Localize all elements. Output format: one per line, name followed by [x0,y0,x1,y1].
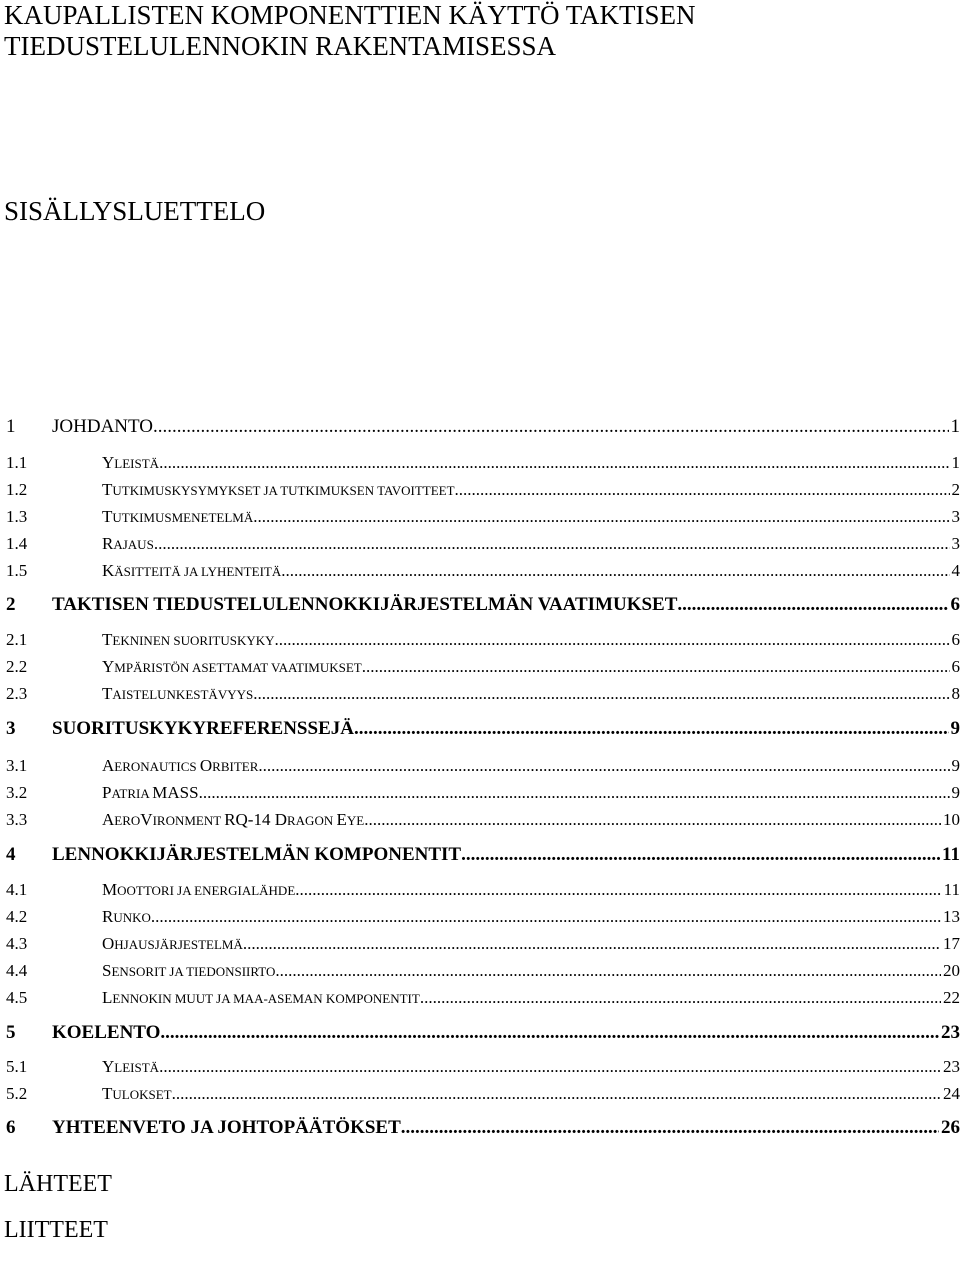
toc-entry[interactable] [0,1117,960,1141]
toc-entry-number: 1.2 [6,480,28,499]
toc-entry[interactable] [0,934,960,958]
references-heading: LÄHTEET [4,1171,112,1197]
toc-entry-page: 8 [951,684,960,703]
dot-leader [160,1022,939,1044]
toc-entry[interactable] [0,880,960,904]
toc-entry-title: SUORITUSKYKYREFERENSSEJÄ ..... 9 [52,718,960,740]
toc-entry[interactable] [0,594,960,618]
toc-entry[interactable] [0,480,960,504]
toc-entry-page: 20 [943,961,960,980]
dot-leader [172,1084,941,1104]
toc-entry-number: 4.2 [6,907,28,926]
dot-leader [677,594,948,616]
toc-entry-page: 6 [951,630,960,649]
toc-entry-title: LENNOKKIJÄRJESTELMÄN KOMPONENTIT ..... 11 [52,844,960,866]
toc-entry-number: 1 [6,416,16,437]
toc-entry-title: YLEISTÄ ..... 23 [102,1057,960,1077]
dot-leader [253,507,949,527]
toc-entry[interactable] [0,657,960,681]
toc-entry[interactable] [0,961,960,985]
toc-entry-page: 4 [951,561,960,580]
toc-entry-title: SENSORIT JA TIEDONSIIRTO ..... 20 [102,961,960,981]
toc-entry-number: 2 [6,594,16,615]
toc-entry-title: TEKNINEN SUORITUSKYKY ..... 6 [102,630,960,650]
toc-entry[interactable] [0,1057,960,1081]
toc-entry-page: 9 [951,756,960,775]
toc-entry-number: 4.4 [6,961,28,980]
toc-entry-page: 11 [942,844,960,865]
dot-leader [401,1117,939,1139]
toc-entry-number: 1.1 [6,453,28,472]
dot-leader [455,480,950,500]
toc-entry-number: 3.3 [6,810,28,829]
toc-entry-title: TUTKIMUSMENETELMÄ ..... 3 [102,507,960,527]
appendices-heading: LIITTEET [4,1217,108,1243]
dot-leader [199,783,950,803]
toc-entry-page: 9 [950,718,960,739]
toc-entry-page: 23 [943,1057,960,1076]
dot-leader [362,657,950,677]
toc-entry-title: AEROVIRONMENT RQ-14 DRAGON EYE ..... 10 [102,810,960,830]
toc-entry[interactable] [0,810,960,834]
toc-entry-number: 5 [6,1022,16,1043]
dot-leader [275,961,941,981]
toc-entry-number: 1.5 [6,561,28,580]
dot-leader [154,534,950,554]
toc-entry[interactable] [0,416,960,440]
dot-leader [354,718,949,740]
toc-entry[interactable] [0,844,960,868]
toc-entry[interactable] [0,507,960,531]
toc-entry-number: 3.1 [6,756,28,775]
toc-entry-number: 3 [6,718,16,739]
toc-entry[interactable] [0,783,960,807]
dot-leader [243,934,941,954]
toc-entry-number: 1.4 [6,534,28,553]
toc-entry-page: 10 [943,810,960,829]
toc-entry-number: 6 [6,1117,16,1138]
toc-entry-number: 2.1 [6,630,28,649]
toc-entry-page: 13 [943,907,960,926]
toc-entry-title: YHTEENVETO JA JOHTOPÄÄTÖKSET ..... 26 [52,1117,960,1139]
toc-entry[interactable] [0,1022,960,1046]
toc-entry-number: 2.3 [6,684,28,703]
toc-entry-page: 3 [951,507,960,526]
dot-leader [364,810,941,830]
dot-leader [281,561,949,581]
toc-entry-number: 1.3 [6,507,28,526]
dot-leader [461,844,940,866]
toc-entry-title: RUNKO ..... 13 [102,907,960,927]
toc-entry-page: 26 [941,1117,960,1138]
toc-entry-page: 23 [941,1022,960,1043]
toc-entry-number: 5.2 [6,1084,28,1103]
toc-entry-page: 6 [950,594,960,615]
toc-entry-number: 4 [6,844,16,865]
dot-leader [253,684,949,704]
toc-entry-number: 2.2 [6,657,28,676]
toc-entry[interactable] [0,1084,960,1108]
toc-entry-number: 4.1 [6,880,28,899]
dot-leader [151,907,941,927]
toc-entry-page: 6 [951,657,960,676]
toc-entry-number: 3.2 [6,783,28,802]
toc-entry-page: 17 [943,934,960,953]
dot-leader [153,416,949,438]
toc-entry[interactable] [0,907,960,931]
toc-entry-title: KOELENTO ..... 23 [52,1022,960,1044]
toc-entry-title: TAKTISEN TIEDUSTELULENNOKKIJÄRJESTELMÄN VAATIMUKSET ..... 6 [52,594,960,616]
toc-entry[interactable] [0,534,960,558]
toc-heading: SISÄLLYSLUETTELO [4,196,266,226]
dot-leader [159,453,949,473]
dot-leader [159,1057,941,1077]
dot-leader [258,756,949,776]
toc-entry-page: 1 [950,416,960,437]
toc-entry[interactable] [0,453,960,477]
toc-entry-number: 5.1 [6,1057,28,1076]
dot-leader [275,630,950,650]
toc-entry-page: 24 [943,1084,960,1103]
toc-entry[interactable] [0,630,960,654]
toc-entry[interactable] [0,988,960,1012]
toc-entry[interactable] [0,756,960,780]
toc-entry-title: AERONAUTICS ORBITER ..... 9 [102,756,960,776]
dot-leader [295,880,941,900]
toc-entry[interactable] [0,718,960,742]
toc-entry-title: LENNOKIN MUUT JA MAA-ASEMAN KOMPONENTIT ..... 22 [102,988,960,1008]
title-line-1: KAUPALLISTEN KOMPONENTTIEN KÄYTTÖ TAKTISEN [4,0,696,30]
toc-entry-title: TAISTELUNKESTÄVYYS ..... 8 [102,684,960,704]
toc-entry-page: 3 [951,534,960,553]
toc-entry-title: KÄSITTEITÄ JA LYHENTEITÄ ..... 4 [102,561,960,581]
toc-entry-page: 9 [951,783,960,802]
toc-entry-page: 2 [951,480,960,499]
toc-entry-page: 11 [943,880,960,899]
toc-entry-number: 4.3 [6,934,28,953]
toc-entry[interactable] [0,684,960,708]
toc-entry-page: 1 [951,453,960,472]
toc-entry-title: JOHDANTO ..... 1 [52,416,960,438]
toc-entry-title: MOOTTORI JA ENERGIALÄHDE ..... 11 [102,880,960,900]
title-line-2: TIEDUSTELULENNOKIN RAKENTAMISESSA [4,31,557,61]
dot-leader [420,988,941,1008]
toc-entry[interactable] [0,561,960,585]
toc-entry-title: TUTKIMUSKYSYMYKSET JA TUTKIMUKSEN TAVOITTEET ..... 2 [102,480,960,500]
toc-entry-title: YLEISTÄ ..... 1 [102,453,960,473]
toc-entry-title: OHJAUSJÄRJESTELMÄ ..... 17 [102,934,960,954]
toc-entry-title: YMPÄRISTÖN ASETTAMAT VAATIMUKSET ..... 6 [102,657,960,677]
toc-entry-title: PATRIA MASS ..... 9 [102,783,960,803]
toc-entry-number: 4.5 [6,988,28,1007]
document-title [4,0,944,62]
toc-entry-title: TULOKSET ..... 24 [102,1084,960,1104]
toc-entry-title: RAJAUS ..... 3 [102,534,960,554]
toc-entry-page: 22 [943,988,960,1007]
